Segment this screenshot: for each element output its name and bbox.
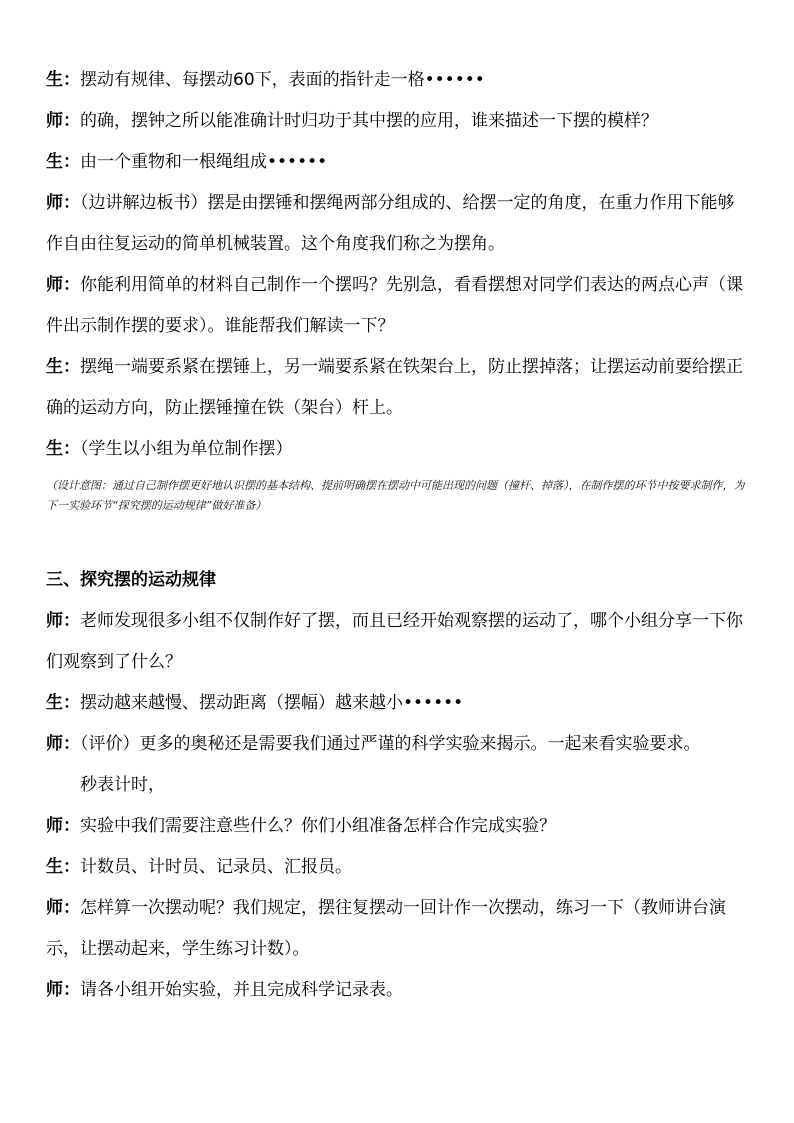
dialogue-line [46, 847, 751, 888]
line-text: （评价）更多的奥秘还是需要我们通过严谨的科学实验来揭示。一起来看实验要求。 [80, 734, 701, 754]
speaker-label: 生： [46, 152, 80, 172]
line-text: （学生以小组为单位制作摆） [80, 439, 293, 459]
dialogue-line [46, 806, 751, 847]
dialogue-line [46, 60, 751, 101]
speaker-label: 生： [46, 857, 80, 877]
indented-line: 秒表计时， [80, 775, 165, 795]
dialogue-line [46, 429, 751, 470]
line-text: （边讲解边板书）摆是由摆锤和摆绳两部分组成的、给摆一定的角度，在重力作用下能够作自由往复运动的简单机械装置。这个角度我们称之为摆角。 [46, 193, 735, 254]
line-text: 实验中我们需要注意些什么？你们小组准备怎样合作完成实验？ [80, 816, 556, 836]
line-text: 的确，摆钟之所以能准确计时归功于其中摆的应用，谁来描述一下摆的模样？ [80, 111, 658, 131]
dialogue-line [46, 101, 751, 142]
line-text: 老师发现很多小组不仅制作好了摆，而且已经开始观察摆的运动了，哪个小组分享一下你们观察到了什么？ [46, 611, 743, 672]
dialogue-line [46, 183, 751, 265]
dialogue-line [46, 683, 751, 724]
line-text: 你能利用简单的材料自己制作一个摆吗？先别急，看看摆想对同学们表达的两点心声（课件出示制作摆的要求）。谁能帮我们解读一下？ [46, 275, 743, 336]
dialogue-line [46, 970, 751, 1011]
dialogue-line [46, 888, 751, 970]
line-text: 请各小组开始实验，并且完成科学记录表。 [80, 980, 403, 1000]
dialogue-line [46, 724, 751, 765]
speaker-label: 生： [46, 70, 80, 90]
line-text: 由一个重物和一根绳组成•••••• [80, 152, 328, 172]
dialogue-line [46, 265, 751, 347]
line-text: 摆动越来越慢、摆动距离（摆幅）越来越小•••••• [80, 693, 464, 713]
speaker-label: 师： [46, 734, 80, 754]
speaker-label: 生： [46, 693, 80, 713]
speaker-label: 生： [46, 439, 80, 459]
line-text: 摆动有规律、每摆动60下，表面的指针走一格•••••• [80, 70, 485, 90]
section-title: 三、探究摆的运动规律 [46, 570, 216, 590]
line-text: 摆绳一端要系紧在摆锤上，另一端要系紧在铁架台上，防止摆掉落；让摆运动前要给摆正确的运动方向，防止摆锤撞在铁（架台）杆上。 [46, 357, 743, 418]
speaker-label: 师： [46, 193, 80, 213]
line-text: 计数员、计时员、记录员、汇报员。 [80, 857, 352, 877]
speaker-label: 师： [46, 816, 80, 836]
design-note: （设计意图：通过自己制作摆更好地认识摆的基本结构、提前明确摆在摆动中可能出现的问题（撞杆、掉落），在制作摆的环节中按要求制作，为下一实验环节“探究摆的运动规律”做好准备） [46, 479, 745, 512]
speaker-label: 师： [46, 898, 80, 918]
speaker-label: 师： [46, 980, 80, 1000]
speaker-label: 师： [46, 611, 80, 631]
document-page [46, 60, 751, 1011]
speaker-label: 师： [46, 111, 80, 131]
speaker-label: 师： [46, 275, 80, 295]
dialogue-line [46, 142, 751, 183]
speaker-label: 生： [46, 357, 80, 377]
line-text: 怎样算一次摆动呢？我们规定，摆往复摆动一回计作一次摆动，练习一下（教师讲台演示，让摆动起来，学生练习计数）。 [46, 898, 726, 959]
dialogue-line [46, 347, 751, 429]
dialogue-line [46, 601, 751, 683]
